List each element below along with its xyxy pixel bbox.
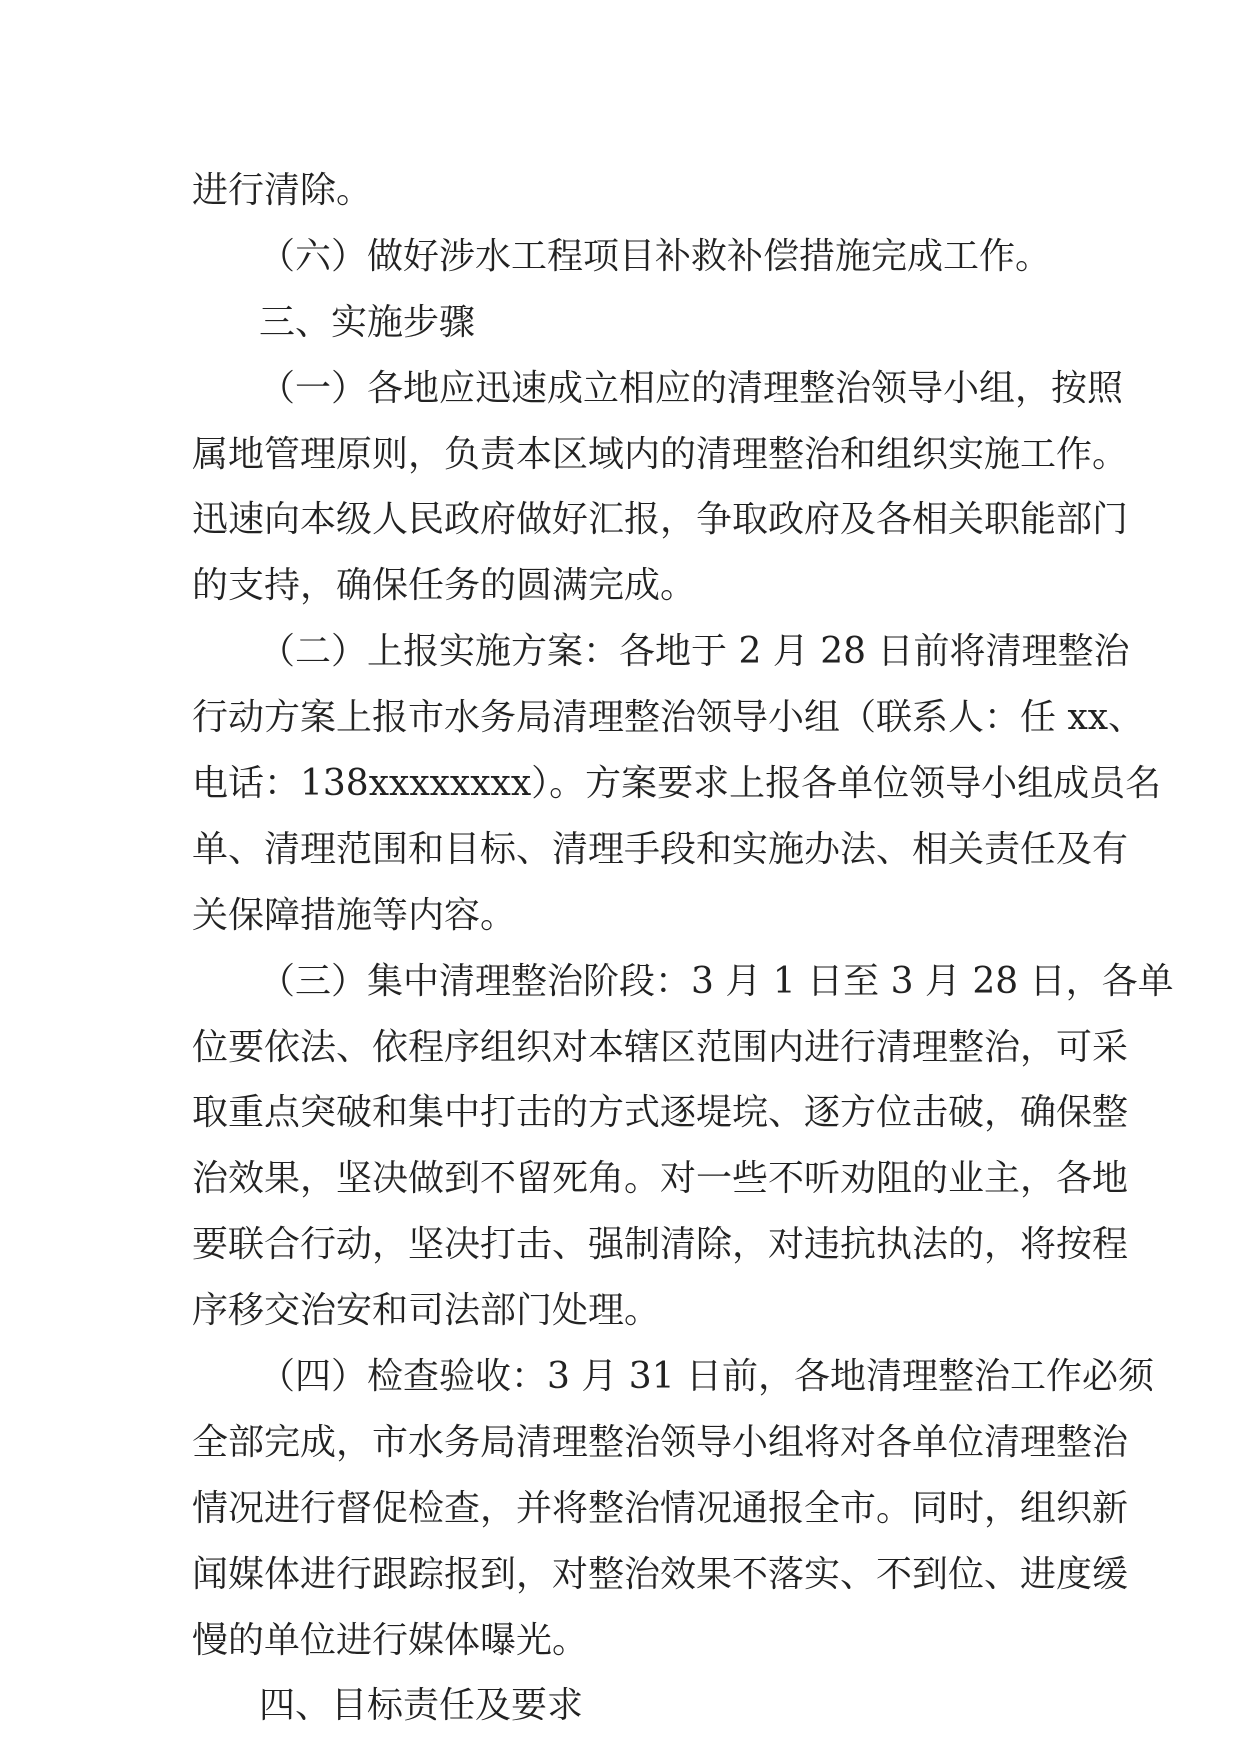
text-line: 位要依法、依程序组织对本辖区范围内进行清理整治，可采 — [192, 1026, 1129, 1068]
text-line: 要联合行动，坚决打击、强制清除，对违抗执法的，将按程 — [192, 1224, 1129, 1266]
paragraph-line: （三）集中清理整治阶段：3 月 1 日至 3 月 28 日，各单 — [259, 960, 1174, 1002]
text-line: 全部完成，市水务局清理整治领导小组将对各单位清理整治 — [192, 1421, 1129, 1463]
paragraph-line: （一）各地应迅速成立相应的清理整治领导小组，按照 — [259, 367, 1124, 409]
text-line: 闻媒体进行跟踪报到，对整治效果不落实、不到位、进度缓 — [192, 1553, 1129, 1595]
section-heading: 三、实施步骤 — [259, 301, 476, 343]
paragraph-line: （六）做好涉水工程项目补救补偿措施完成工作。 — [259, 235, 1052, 277]
text-line: 序移交治安和司法部门处理。 — [192, 1290, 661, 1332]
text-line: 治效果，坚决做到不留死角。对一些不听劝阻的业主，各地 — [192, 1158, 1129, 1200]
text-line: 电话：138xxxxxxxx）。方案要求上报各单位领导小组成员名 — [192, 763, 1162, 805]
text-line: 关保障措施等内容。 — [192, 894, 517, 936]
text-line: 进行清除。 — [192, 170, 373, 211]
text-line: 慢的单位进行媒体曝光。 — [192, 1619, 589, 1661]
paragraph-line: （二）上报实施方案：各地于 2 月 28 日前将清理整治 — [259, 631, 1130, 673]
text-line: 单、清理范围和目标、清理手段和实施办法、相关责任及有 — [192, 828, 1129, 870]
text-line: 取重点突破和集中打击的方式逐堤垸、逐方位击破，确保整 — [192, 1092, 1129, 1134]
text-line: 行动方案上报市水务局清理整治领导小组（联系人：任 xx、 — [192, 697, 1145, 739]
text-line: 的支持，确保任务的圆满完成。 — [192, 565, 697, 607]
paragraph-line: （四）检查验收：3 月 31 日前，各地清理整治工作必须 — [259, 1356, 1155, 1398]
text-line: 迅速向本级人民政府做好汇报，争取政府及各相关职能部门 — [192, 499, 1129, 541]
body-text — [192, 158, 1174, 1739]
text-line: 情况进行督促检查，并将整治情况通报全市。同时，组织新 — [192, 1487, 1129, 1529]
section-heading: 四、目标责任及要求 — [259, 1685, 584, 1727]
text-line: 属地管理原则，负责本区域内的清理整治和组织实施工作。 — [192, 433, 1129, 475]
